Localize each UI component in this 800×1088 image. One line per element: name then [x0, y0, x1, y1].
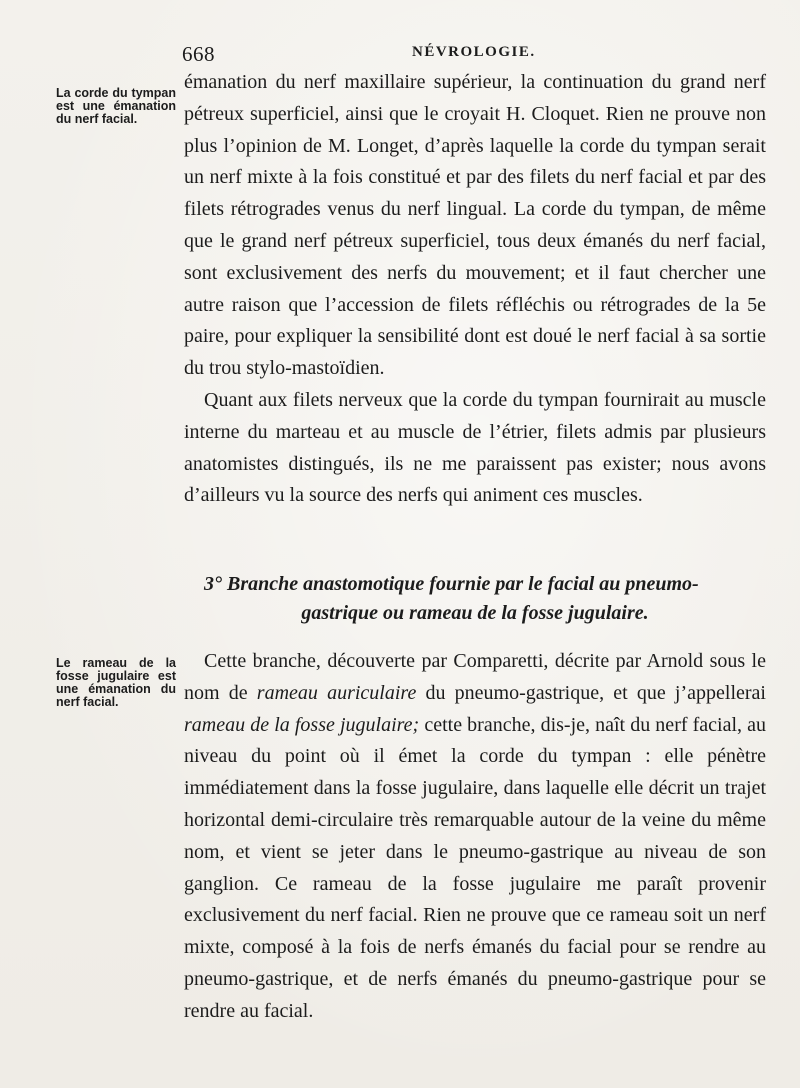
page-header: [0, 38, 800, 68]
body-text-upper: [184, 67, 766, 512]
body-text-lower: [184, 646, 766, 1028]
paragraph-3-text-3: cette branche, dis-je, naît du nerf facial, au niveau du point où il émet la corde du tympan : elle pénètre immédiatement dans la fosse jugulaire, dans laquelle elle décrit un trajet horizontal demi-circulaire très remarquable autour de la veine du même nom, et vient se jeter dans le pneumo-gastrique au niveau de son ganglion. Ce rameau de la fosse jugulaire me paraît provenir exclusivement du nerf facial. Rien ne prouve que ce rameau soit un nerf mixte, composé à la fois de nerfs émanés du facial pour se rendre au pneumo-gastrique, et de nerfs émanés du pneumo-gastrique pour se rendre au facial.: [184, 713, 766, 1022]
section-heading-line-1: 3° Branche anastomotique fournie par le facial au pneumo-: [204, 573, 699, 595]
running-title: NÉVROLOGIE.: [412, 44, 536, 60]
paragraph-filets-nerveux: Quant aux filets nerveux que la corde du tympan fournirait au muscle interne du marteau et au muscle de l’étrier, filets admis par plusieurs anatomistes distingués, ils ne me paraissent pas exister; nous avons d’ailleurs vu la source des nerfs qui animent ces muscles.: [184, 388, 766, 507]
margin-note-corde-du-tympan: La corde du tympan est une émanation du nerf facial.: [56, 86, 176, 126]
paragraph-rameau-fosse-jugulaire: [184, 646, 766, 1028]
paragraph-3-italic-rameau-fosse-jugulaire: rameau de la fosse jugulaire;: [184, 713, 420, 736]
page-number: 668: [182, 42, 215, 66]
section-heading: [184, 570, 766, 628]
section-heading-line-2: gastrique ou rameau de la fosse jugulaire.: [301, 602, 649, 624]
paragraph-3-italic-rameau-auriculaire: rameau auriculaire: [256, 681, 417, 704]
margin-note-rameau-fosse-jugulaire: Le rameau de la fosse jugulaire est une émanation du nerf facial.: [56, 656, 176, 709]
paragraph-corde-du-tympan: émanation du nerf maxillaire supérieur, la continuation du grand nerf pétreux superficiel, ainsi que le croyait H. Cloquet. Rien ne prouve non plus l’opinion de M. Longet, d’après laquelle la corde du tympan serait un nerf mixte à la fois constitué et par des filets du nerf facial et par des filets rétrogrades venus du nerf lingual. La corde du tympan, de même que le grand nerf pétreux superficiel, tous deux émanés du nerf facial, sont exclusivement des nerfs du mouvement; et il faut chercher une autre raison que l’accession de filets réfléchis ou rétrogrades de la 5e paire, pour expliquer la sensibilité dont est doué le nerf facial à sa sortie du trou stylo-mastoïdien.: [184, 71, 766, 380]
paragraph-3-text-2: du pneumo-gastrique, et que j’appellerai: [416, 681, 766, 704]
paragraph-3-text-1: Cette branche, découverte par Comparetti, décrite par Arnold sous le nom de: [184, 650, 766, 704]
